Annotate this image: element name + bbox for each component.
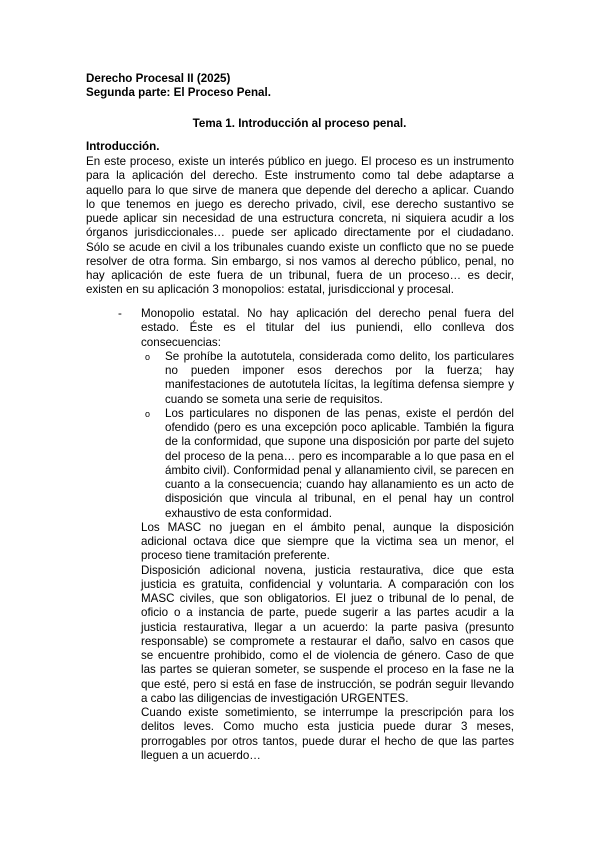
sub-line: cuando se someta una serie de requisitos. — [165, 392, 383, 406]
list-item-monopolio-estatal — [118, 307, 514, 350]
intro-line: existen en su aplicación 3 monopolios: estatal, jurisdiccional y procesal. — [86, 283, 454, 297]
para-line: Los MASC no juegan en el ámbito penal, aunque la disposición — [141, 520, 514, 534]
sub-list — [141, 350, 514, 521]
sub-line: ámbito civil). Conformidad penal y allanamiento civil, se parecen en — [165, 463, 514, 477]
para-line: las partes se quieran someter, se suspende el proceso en la fase ne la — [141, 663, 514, 677]
intro-heading: Introducción. — [86, 140, 160, 153]
sub-item-autotutela — [142, 350, 514, 407]
para-line: MASC civiles, que son obligatorios. El juez o tribunal de lo penal, de — [141, 592, 514, 605]
paragraph-masc — [118, 521, 514, 564]
sub-item-penas — [142, 407, 514, 521]
part-title: Segunda parte: El Proceso Penal. — [86, 86, 271, 99]
para-line: justicia restaurativa, llegar a un acuerdo: la parte pasiva (presunto — [141, 620, 514, 634]
para-line: prorrogables por otros tantos, puede durar el hecho de que las partes — [141, 734, 514, 748]
monopolies-list — [118, 307, 514, 763]
para-line: a cabo las diligencias de investigación URGENTES. — [141, 691, 409, 705]
intro-line: En este proceso, existe un interés público en juego. El proceso es un instrumento — [86, 155, 514, 168]
dash-bullet: - — [118, 307, 122, 320]
item-line: consecuencias: — [141, 335, 221, 349]
para-line: que esté, pero si está en fase de instrucción, se podrán seguir llevando — [141, 677, 514, 691]
sub-line: disposición que vincula al tribunal, en el penal hay un control — [165, 492, 514, 506]
para-line: lleguen a un acuerdo… — [141, 748, 261, 762]
sub-line: del proceso de la pena… pero es incomparable a lo que pasa en el — [165, 449, 514, 463]
sub-line: no pueden imponer esos derechos por la fuerza; hay — [165, 364, 514, 377]
para-line: Cuando existe sometimiento, se interrumpe la prescripción para los — [141, 706, 514, 719]
sub-line: ofendido (pero es una excepción poco aplicable. También la figura — [165, 421, 514, 434]
course-title: Derecho Procesal II (2025) — [86, 72, 231, 85]
para-line: responsable) se compromete a restaurar el daño, salvo en casos que — [141, 634, 514, 648]
sub-line: Los particulares no disponen de las penas, existe el perdón del — [165, 406, 514, 420]
paragraph-sometimiento — [118, 706, 514, 763]
intro-line: resolver de otra forma. Sin embargo, si nos vamos al derecho público, penal, no — [86, 254, 514, 268]
circle-bullet: o — [145, 408, 151, 419]
topic-title: Tema 1. Introducción al proceso penal. — [192, 117, 407, 130]
item-line: Monopolio estatal. No hay aplicación del derecho penal fuera del — [141, 307, 514, 320]
para-line: oficio o a instancia de parte, puede sugerir a las partes acudir a la — [141, 606, 514, 620]
para-line: justicia es gratuita, confidencial y voluntaria. A comparación con los — [141, 577, 514, 591]
para-line: se encuentre prohibido, como el de violencia de género. Caso de que — [141, 649, 514, 662]
document-header — [86, 72, 271, 100]
intro-line: órganos jurisdiccionales… puede ser aplicado directamente por el ciudadano. — [86, 226, 514, 240]
intro-line: aquello para lo que sirve de manera que depende del derecho a aplicar. Cuando — [86, 183, 514, 197]
para-line: adicional octava dice que siempre que la victima sea un menor, el — [141, 535, 514, 548]
para-line: delitos leves. Como mucho esta justicia puede durar 3 meses, — [141, 720, 514, 734]
paragraph-justicia-restaurativa — [118, 564, 514, 707]
item-line: estado. Éste es el titular del ius puniendi, ello conlleva dos — [141, 321, 514, 335]
intro-line: hay aplicación de este fuera de un tribunal, fuera de un proceso… es decir, — [86, 269, 514, 282]
circle-bullet: o — [145, 351, 151, 362]
intro-paragraph — [86, 155, 514, 298]
para-line: proceso tiene tramitación preferente. — [141, 549, 330, 563]
intro-line: puede aplicar sin necesidad de una estructura concreta, ni siquiera acudir a los — [86, 212, 514, 225]
sub-line: manifestaciones de autotutela lícitas, la legítima defensa siempre y — [165, 378, 514, 392]
para-line: Disposición adicional novena, justicia restaurativa, dice que esta — [141, 563, 514, 577]
sub-line: Se prohíbe la autotutela, considerada como delito, los particulares — [165, 349, 514, 363]
sub-line: cuanto a la consecuencia; cuando hay allanamiento es un acto de — [165, 478, 514, 491]
intro-line: para la aplicación del derecho. Este instrumento como tal debe adaptarse a — [86, 169, 514, 183]
intro-line: lo que tenemos en juego es derecho privado, civil, ese derecho sustantivo se — [86, 197, 514, 211]
sub-line: exhaustivo de esta conformidad. — [165, 506, 332, 520]
sub-line: de la conformidad, que supone una disposición por parte del sujeto — [165, 435, 514, 449]
intro-line: Sólo se acude en civil a los tribunales cuando existe un conflicto que no se puede — [86, 240, 514, 254]
